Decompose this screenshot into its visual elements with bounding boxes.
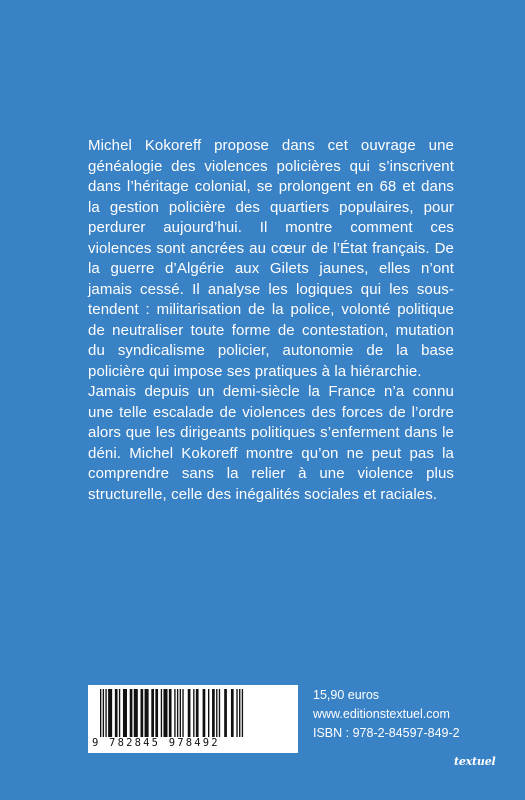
barcode-bar	[100, 689, 101, 737]
barcode-bar	[141, 689, 144, 737]
barcode-bar	[177, 689, 178, 737]
barcode-bar	[212, 689, 215, 737]
barcode-bar	[182, 689, 183, 737]
back-cover-blurb	[88, 136, 454, 505]
barcode-bar	[196, 689, 199, 737]
barcode-bar	[105, 689, 106, 737]
price: 15,90 euros	[313, 688, 380, 702]
barcode-bar	[236, 689, 237, 737]
barcode-bar	[231, 689, 234, 737]
barcode-bar	[119, 689, 120, 737]
barcode-bar	[151, 689, 154, 737]
book-info	[313, 686, 460, 743]
barcode-bar	[188, 689, 191, 737]
barcode-bar	[180, 689, 181, 737]
barcode-digits: 9 782845 978492	[92, 737, 220, 749]
barcode-bar	[242, 689, 243, 737]
barcode-bar	[115, 689, 118, 737]
barcode-bar	[193, 689, 194, 737]
barcode-bar	[169, 689, 172, 737]
isbn-number: ISBN : 978-2-84597-849-2	[313, 726, 460, 740]
barcode-bar	[134, 689, 138, 737]
barcode-bar	[103, 689, 104, 737]
barcode-bar	[163, 689, 167, 737]
barcode-bar	[130, 689, 133, 737]
barcode-bar	[239, 689, 240, 737]
blurb-paragraph-2: Jamais depuis un demi-siècle la France n’a connu une telle escalade de violences des forces de l’ordre alors que les dirigeants politiques s’enferment dans le déni. Michel Kokoreff montre qu’on ne peut pas la comprendre sans la relier à une violence plus structurelle, celle des inégalités sociales et raciales.	[88, 383, 454, 503]
barcode-bar	[155, 689, 158, 737]
barcode-bar	[174, 689, 175, 737]
barcode-bar	[219, 689, 220, 737]
barcode-bar	[203, 689, 206, 737]
publisher-logo: textuel	[454, 755, 496, 768]
barcode-bar	[145, 689, 149, 737]
barcode-bar	[216, 689, 217, 737]
barcode-bars	[98, 689, 288, 737]
barcode-bar	[161, 689, 162, 737]
publisher-website: www.editionstextuel.com	[313, 707, 450, 721]
barcode-bar	[123, 689, 127, 737]
blurb-paragraph-1: Michel Kokoreff propose dans cet ouvrage une généalogie des violences policières qui s’inscrivent dans l’héritage colonial, se prolongent en 68 et dans la gestion policière des quartiers populaires, pour perdurer aujourd’hui. Il montre comment ces violences sont ancrées au cœur de l’État français. De la guerre d’Algérie aux Gilets jaunes, elles n’ont jamais cessé. Il analyse les logiques qui les sous-tendent : militarisation de la police, volonté politique de neutraliser toute forme de contestation, mutation du syndicalisme policier, autonomie de la base policière qui impose ses pratiques à la hiérarchie.	[88, 137, 454, 380]
barcode-bar	[224, 689, 227, 737]
barcode-bar	[208, 689, 209, 737]
isbn-barcode	[88, 685, 298, 753]
barcode-bar	[108, 689, 112, 737]
